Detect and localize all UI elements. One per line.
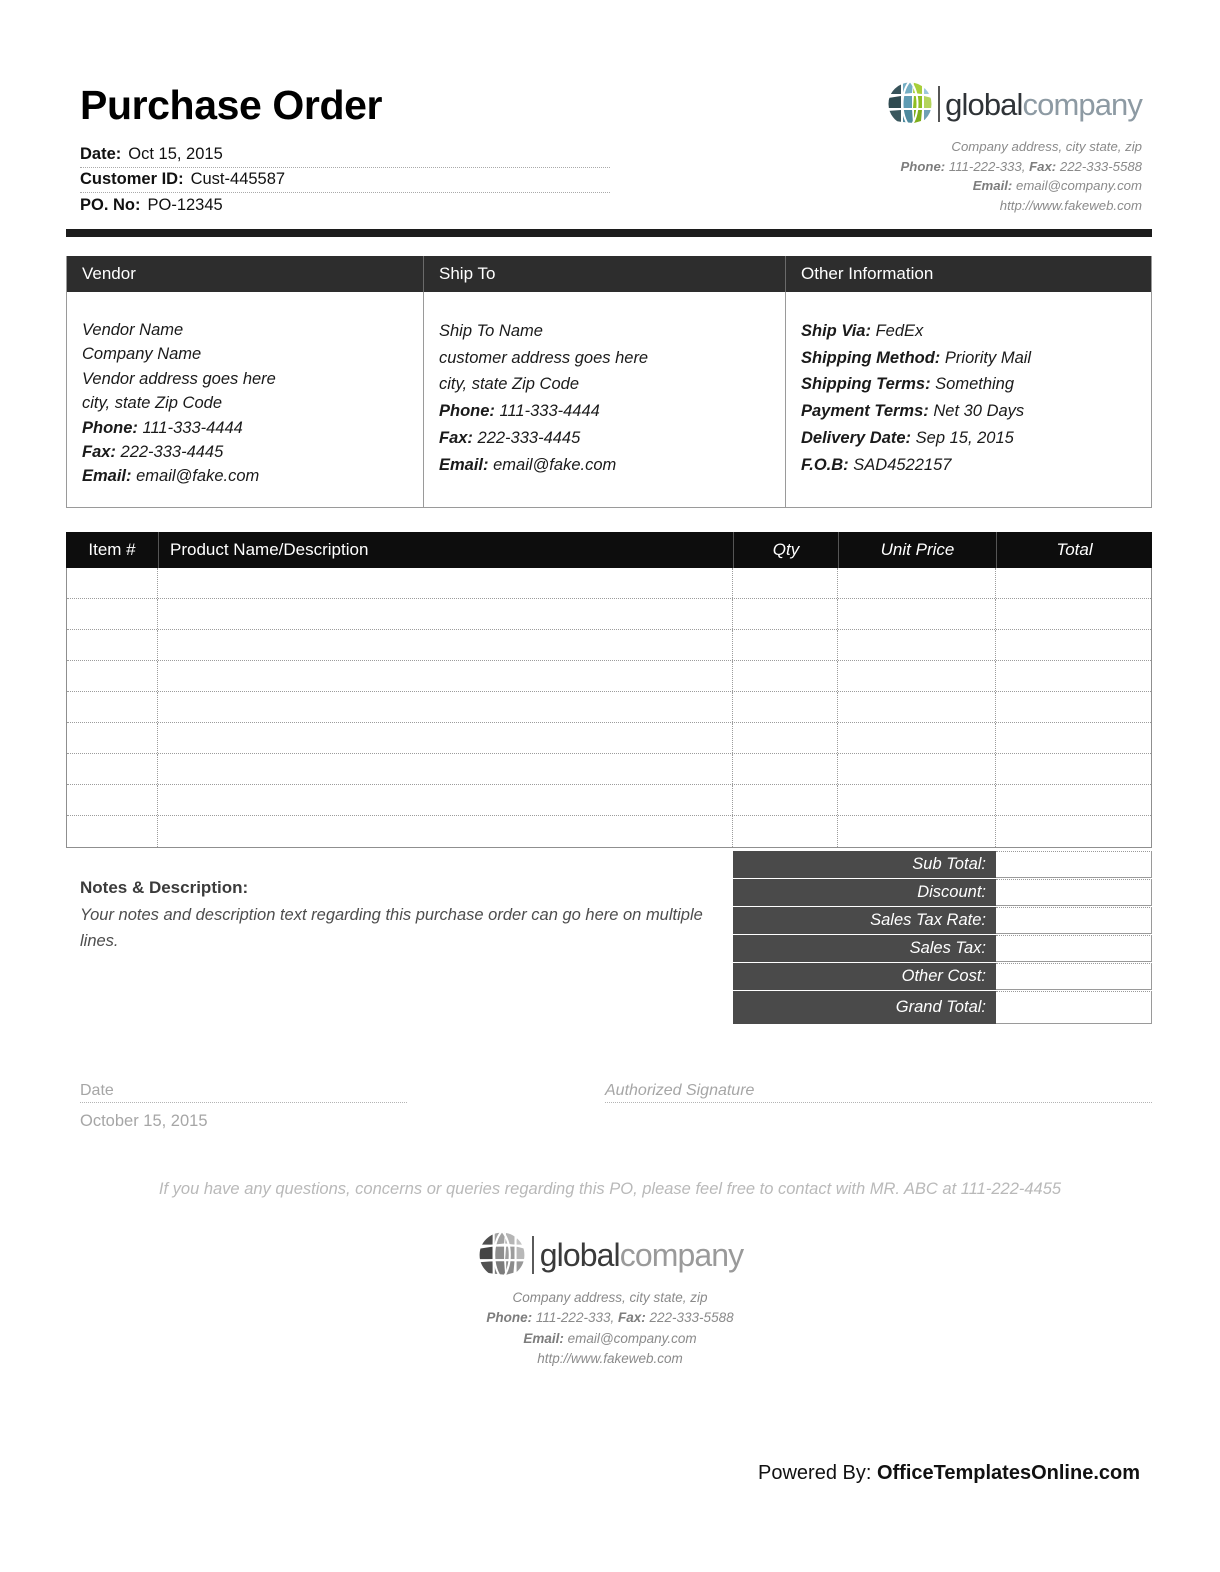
- totals-row: [733, 963, 1152, 990]
- po-number-value: PO-12345: [147, 195, 223, 214]
- payment-terms-row: [801, 398, 1136, 425]
- totals-row: [733, 907, 1152, 934]
- cell-item-number[interactable]: [67, 599, 158, 629]
- company-logo-block: [882, 78, 1142, 215]
- ship-to-email-value: email@fake.com: [493, 455, 617, 474]
- footer-email-label: Email:: [523, 1330, 564, 1346]
- notes-title: Notes & Description:: [80, 878, 249, 897]
- footer-phone-label: Phone:: [486, 1310, 533, 1326]
- table-row[interactable]: [67, 661, 1151, 692]
- cell-description[interactable]: [158, 661, 733, 691]
- cell-qty[interactable]: [733, 599, 838, 629]
- totals-value[interactable]: [996, 935, 1152, 962]
- cell-description[interactable]: [158, 723, 733, 753]
- cell-description[interactable]: [158, 816, 733, 847]
- vendor-fax-row: [82, 440, 408, 464]
- vendor-fax-value: 222-333-4445: [120, 443, 224, 462]
- totals-value[interactable]: [996, 879, 1152, 906]
- totals-label: Grand Total:: [733, 991, 996, 1024]
- ship-via-row: [801, 318, 1136, 345]
- payment-terms-label: Payment Terms:: [801, 402, 929, 421]
- cell-qty[interactable]: [733, 568, 838, 598]
- vendor-company-name: Company Name: [82, 345, 202, 364]
- cell-item-number[interactable]: [67, 754, 158, 784]
- ship-to-phone-value: 111-333-4444: [499, 402, 600, 421]
- company-email-value: email@company.com: [1015, 178, 1142, 194]
- totals-value[interactable]: [996, 907, 1152, 934]
- meta-row-po-number: [80, 193, 610, 218]
- footer-phone-value: 111-222-333,: [535, 1310, 615, 1326]
- cell-item-number[interactable]: [67, 568, 158, 598]
- cell-qty[interactable]: [733, 692, 838, 722]
- document-header: [0, 0, 1220, 232]
- powered-by-line: [758, 1462, 1140, 1485]
- footer-fax-label: Fax:: [617, 1310, 646, 1326]
- authorized-signature-column[interactable]: [545, 1076, 1152, 1131]
- company-contact-info: [882, 137, 1142, 215]
- company-fax-value: 222-333-5588: [1059, 158, 1142, 174]
- ship-via-value: FedEx: [875, 322, 924, 340]
- globe-icon: [477, 1230, 527, 1280]
- customer-id-label: Customer ID:: [80, 170, 184, 188]
- signature-date-label: Date: [80, 1082, 114, 1099]
- vendor-phone-row: [82, 416, 408, 440]
- ship-to-phone-label: Phone:: [439, 402, 495, 421]
- footer-contact-note: If you have any questions, concerns or queries regarding this PO, please feel free to contact with MR. ABC at 111-222-4455: [158, 1180, 1062, 1198]
- delivery-date-row: [801, 425, 1136, 452]
- column-header-total: Total: [996, 532, 1152, 568]
- fob-value: SAD4522157: [853, 455, 952, 474]
- cell-unit-price[interactable]: [838, 723, 996, 753]
- totals-label: Discount:: [733, 879, 996, 906]
- signature-date-rule: [80, 1102, 407, 1103]
- date-label: Date:: [80, 145, 122, 163]
- cell-item-number[interactable]: [67, 661, 158, 691]
- table-row[interactable]: [67, 599, 1151, 630]
- vendor-phone-value: 111-333-4444: [142, 418, 243, 437]
- delivery-date-label: Delivery Date:: [801, 428, 912, 447]
- meta-row-date: [80, 143, 610, 168]
- cell-qty[interactable]: [733, 723, 838, 753]
- fob-row: [801, 452, 1136, 479]
- other-information-section-header: Other Information: [801, 264, 934, 283]
- cell-unit-price[interactable]: [838, 754, 996, 784]
- table-row[interactable]: [67, 630, 1151, 661]
- totals-label: Sub Total:: [733, 851, 996, 878]
- cell-unit-price[interactable]: [838, 692, 996, 722]
- page-title: Purchase Order: [80, 82, 383, 128]
- footer-company-phone-fax: [0, 1308, 1220, 1328]
- logo-divider: [938, 86, 940, 122]
- cell-total[interactable]: [996, 692, 1151, 722]
- company-fax-label: Fax:: [1029, 158, 1057, 174]
- totals-row: [733, 991, 1152, 1024]
- cell-unit-price[interactable]: [838, 785, 996, 815]
- cell-total[interactable]: [996, 754, 1151, 784]
- footer-fax-value: 222-333-5588: [649, 1310, 734, 1326]
- footer-company-address: Company address, city state, zip: [512, 1290, 708, 1305]
- ship-to-email-row: [439, 452, 770, 479]
- cell-description[interactable]: [158, 630, 733, 660]
- column-header-item-number: Item #: [88, 540, 136, 559]
- cell-description[interactable]: [158, 754, 733, 784]
- globe-icon: [886, 80, 934, 128]
- table-row[interactable]: [67, 723, 1151, 754]
- ship-to-section-header: Ship To: [424, 256, 786, 292]
- totals-row: [733, 851, 1152, 878]
- ship-to-phone-row: [439, 398, 770, 425]
- vendor-section-header: Vendor: [67, 256, 424, 292]
- footer-logo-lockup: [0, 1228, 1220, 1282]
- cell-description[interactable]: [158, 599, 733, 629]
- table-row[interactable]: [67, 568, 1151, 599]
- vendor-name: Vendor Name: [82, 321, 184, 339]
- cell-unit-price[interactable]: [838, 568, 996, 598]
- vendor-email-row: [82, 464, 408, 488]
- notes-body: Your notes and description text regarding this purchase order can go here on multiple lines.: [80, 906, 703, 950]
- company-email-label: Email:: [972, 178, 1013, 194]
- logo-lockup: [882, 78, 1142, 130]
- info-sections-table: [66, 256, 1152, 508]
- cell-total[interactable]: [996, 630, 1151, 660]
- vendor-address: Vendor address goes here: [82, 369, 276, 388]
- logo-wordmark: [945, 86, 1142, 122]
- vendor-fax-label: Fax:: [82, 443, 116, 462]
- cell-total[interactable]: [996, 723, 1151, 753]
- footer-logo-block: [0, 1228, 1220, 1369]
- signature-date-value: October 15, 2015: [80, 1112, 208, 1130]
- vendor-email-label: Email:: [82, 467, 132, 486]
- meta-row-customer-id: [80, 168, 610, 193]
- cell-item-number[interactable]: [67, 816, 158, 847]
- company-phone-fax: [882, 157, 1142, 177]
- company-phone-value: 111-222-333,: [948, 158, 1026, 174]
- footer-logo-wordmark: [540, 1239, 744, 1271]
- cell-unit-price[interactable]: [838, 599, 996, 629]
- company-email-line: [882, 176, 1142, 196]
- ship-to-fax-value: 222-333-4445: [477, 428, 581, 447]
- ship-to-city-state-zip: city, state Zip Code: [439, 375, 580, 394]
- delivery-date-value: Sep 15, 2015: [915, 428, 1014, 447]
- footer-wordmark-company: company: [619, 1237, 744, 1273]
- line-items-table: [66, 532, 1152, 848]
- totals-label: Sales Tax:: [733, 935, 996, 962]
- shipping-method-label: Shipping Method:: [801, 348, 941, 367]
- cell-total[interactable]: [996, 785, 1151, 815]
- cell-qty[interactable]: [733, 816, 838, 847]
- date-value: Oct 15, 2015: [128, 145, 223, 163]
- shipping-terms-label: Shipping Terms:: [801, 375, 931, 394]
- cell-qty[interactable]: [733, 785, 838, 815]
- shipping-method-row: [801, 345, 1136, 372]
- totals-label: Other Cost:: [733, 963, 996, 990]
- info-sections-body-row: [67, 292, 1151, 507]
- table-row[interactable]: [67, 692, 1151, 723]
- company-address: Company address, city state, zip: [951, 139, 1142, 154]
- shipping-terms-row: [801, 371, 1136, 398]
- cell-qty[interactable]: [733, 630, 838, 660]
- customer-id-value: Cust-445587: [190, 170, 286, 188]
- po-number-label: PO. No:: [80, 195, 141, 214]
- vendor-details-cell: [67, 292, 424, 507]
- notes-section: [80, 878, 710, 954]
- footer-company-website: http://www.fakeweb.com: [537, 1350, 683, 1366]
- header-divider-rule: [66, 229, 1152, 237]
- totals-label: Sales Tax Rate:: [733, 907, 996, 934]
- table-row[interactable]: [67, 754, 1151, 785]
- cell-description[interactable]: [158, 692, 733, 722]
- shipping-method-value: Priority Mail: [944, 348, 1032, 367]
- ship-to-fax-label: Fax:: [439, 428, 473, 447]
- signature-date-column: [80, 1076, 545, 1131]
- cell-qty[interactable]: [733, 754, 838, 784]
- line-items-header-row: [66, 532, 1152, 568]
- fob-label: F.O.B:: [801, 455, 849, 474]
- cell-description[interactable]: [158, 785, 733, 815]
- signature-section: [80, 1076, 1152, 1131]
- footer-logo-divider: [532, 1236, 534, 1274]
- ship-to-email-label: Email:: [439, 455, 489, 474]
- payment-terms-value: Net 30 Days: [933, 402, 1025, 421]
- authorized-signature-rule: [605, 1102, 1152, 1103]
- cell-item-number[interactable]: [67, 692, 158, 722]
- table-row[interactable]: [67, 785, 1151, 816]
- ship-via-label: Ship Via:: [801, 322, 871, 340]
- shipping-terms-value: Something: [935, 375, 1015, 394]
- vendor-email-value: email@fake.com: [136, 467, 260, 486]
- table-row[interactable]: [67, 816, 1151, 847]
- other-information-details-cell: [786, 292, 1151, 507]
- ship-to-name: Ship To Name: [439, 322, 543, 340]
- column-header-qty: Qty: [733, 532, 838, 568]
- cell-unit-price[interactable]: [838, 630, 996, 660]
- order-meta-block: [80, 143, 610, 218]
- cell-unit-price[interactable]: [838, 816, 996, 847]
- powered-by-brand: OfficeTemplatesOnline.com: [876, 1462, 1140, 1484]
- footer-company-contact-info: [0, 1288, 1220, 1369]
- cell-total[interactable]: [996, 661, 1151, 691]
- cell-item-number[interactable]: [67, 630, 158, 660]
- column-header-product-description: Product Name/Description: [158, 532, 733, 568]
- ship-to-fax-row: [439, 425, 770, 452]
- cell-unit-price[interactable]: [838, 661, 996, 691]
- authorized-signature-label: Authorized Signature: [605, 1082, 755, 1099]
- footer-wordmark-global: global: [539, 1237, 620, 1273]
- logo-wordmark-company: company: [1022, 86, 1142, 122]
- cell-total[interactable]: [996, 599, 1151, 629]
- totals-value[interactable]: [996, 851, 1152, 878]
- ship-to-details-cell: [424, 292, 786, 507]
- cell-qty[interactable]: [733, 661, 838, 691]
- powered-by-prefix: Powered By:: [758, 1462, 872, 1484]
- footer-email-value: email@company.com: [567, 1330, 697, 1346]
- totals-value[interactable]: [996, 963, 1152, 990]
- cell-item-number[interactable]: [67, 785, 158, 815]
- info-sections-header-row: [67, 256, 1151, 292]
- cell-total[interactable]: [996, 816, 1151, 847]
- line-items-body: [66, 568, 1152, 848]
- cell-total[interactable]: [996, 568, 1151, 598]
- vendor-city-state-zip: city, state Zip Code: [82, 394, 223, 413]
- logo-wordmark-global: global: [945, 86, 1023, 122]
- company-phone-label: Phone:: [900, 158, 946, 174]
- vendor-phone-label: Phone:: [82, 418, 138, 437]
- cell-item-number[interactable]: [67, 723, 158, 753]
- totals-summary-block: [733, 851, 1152, 1024]
- cell-description[interactable]: [158, 568, 733, 598]
- ship-to-address: customer address goes here: [439, 348, 649, 367]
- totals-row: [733, 935, 1152, 962]
- column-header-unit-price: Unit Price: [838, 532, 996, 568]
- company-website: http://www.fakeweb.com: [999, 197, 1142, 213]
- signature-row: [80, 1076, 1152, 1131]
- totals-value[interactable]: [996, 991, 1152, 1024]
- footer-company-email-line: [0, 1329, 1220, 1349]
- totals-row: [733, 879, 1152, 906]
